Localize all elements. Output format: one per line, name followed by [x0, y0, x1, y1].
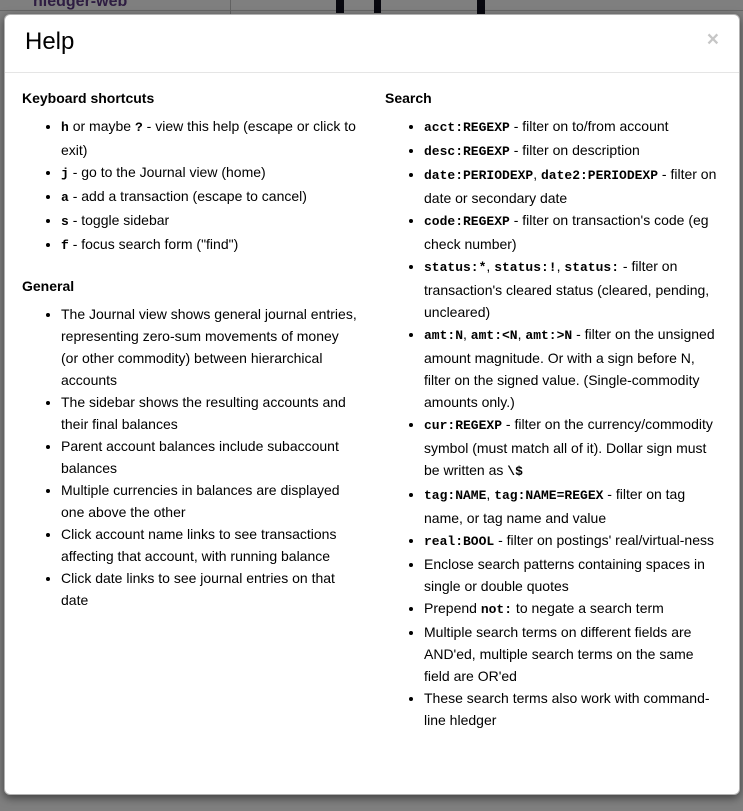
code-term: code:REGEXP [424, 214, 510, 229]
code-term: tag:NAME [424, 488, 487, 503]
right-column [372, 90, 722, 731]
general-list [22, 303, 358, 611]
code-term: ? [134, 120, 143, 135]
keyboard-shortcuts-list [22, 115, 358, 257]
list-item: • Multiple currencies in balances are displayed one above the other [61, 479, 358, 523]
code-term: amt:>N [525, 328, 573, 343]
code-term: status: [564, 260, 620, 275]
list-item: • amt:N, amt:<N, amt:>N - filter on the unsigned amount magnitude. Or with a sign before N, filter on the signed value. (Single-commodity amounts only.) [424, 323, 722, 413]
code-term: date2:PERIODEXP [541, 168, 659, 183]
list-item: • Multiple search terms on different fields are AND'ed, multiple search terms on the same field are OR'ed [424, 621, 722, 687]
list-item: • Enclose search patterns containing spaces in single or double quotes [424, 553, 722, 597]
code-term: date:PERIODEXP [424, 168, 534, 183]
list-item: • f - focus search form ("find") [61, 233, 358, 257]
code-term: amt:<N [470, 328, 518, 343]
code-term: f [61, 238, 69, 253]
list-item: • cur:REGEXP - filter on the currency/commodity symbol (must match all of it). Dollar sign must be written as \$ [424, 413, 722, 483]
section-search [385, 90, 722, 731]
code-term: real:BOOL [424, 534, 495, 549]
list-item: • Click date links to see journal entries on that date [61, 567, 358, 611]
list-item: • Parent account balances include subaccount balances [61, 435, 358, 479]
list-item: • code:REGEXP - filter on transaction's code (eg check number) [424, 209, 722, 255]
list-item: • date:PERIODEXP, date2:PERIODEXP - filter on date or secondary date [424, 163, 722, 209]
list-item: • j - go to the Journal view (home) [61, 161, 358, 185]
code-term: acct:REGEXP [424, 120, 510, 135]
help-modal [4, 14, 740, 795]
list-item: • Click account name links to see transactions affecting that account, with running balance [61, 523, 358, 567]
code-term: cur:REGEXP [424, 418, 503, 433]
close-icon[interactable]: × [706, 28, 719, 51]
list-item: • a - add a transaction (escape to cancel) [61, 185, 358, 209]
section-general [22, 278, 358, 611]
list-item: • The sidebar shows the resulting accounts and their final balances [61, 391, 358, 435]
code-term: tag:NAME=REGEX [494, 488, 604, 503]
modal-body [5, 73, 739, 751]
code-term: \$ [507, 464, 523, 479]
list-item: • Prepend not: to negate a search term [424, 597, 722, 621]
list-item: • The Journal view shows general journal entries, representing zero-sum movements of money (or other commodity) between hierarchical accounts [61, 303, 358, 391]
list-item: • status:*, status:!, status: - filter on transaction's cleared status (cleared, pending, uncleared) [424, 255, 722, 323]
code-term: not: [480, 602, 513, 617]
modal-title: Help [25, 28, 75, 55]
modal-header [5, 15, 739, 73]
code-term: desc:REGEXP [424, 144, 510, 159]
section-heading: Keyboard shortcuts [22, 90, 155, 106]
list-item: • desc:REGEXP - filter on description [424, 139, 722, 163]
left-column [22, 90, 372, 731]
code-term: status:! [494, 260, 557, 275]
search-list [385, 115, 722, 731]
code-term: amt:N [424, 328, 464, 343]
code-term: s [61, 214, 69, 229]
section-keyboard-shortcuts [22, 90, 358, 257]
code-term: j [61, 166, 69, 181]
list-item: • s - toggle sidebar [61, 209, 358, 233]
list-item: • tag:NAME, tag:NAME=REGEX - filter on tag name, or tag name and value [424, 483, 722, 529]
section-heading: General [22, 278, 75, 294]
list-item: • real:BOOL - filter on postings' real/virtual-ness [424, 529, 722, 553]
code-term: a [61, 190, 69, 205]
code-term: status:* [424, 260, 487, 275]
list-item: • These search terms also work with command-line hledger [424, 687, 722, 731]
list-item: • acct:REGEXP - filter on to/from account [424, 115, 722, 139]
section-heading: Search [385, 90, 432, 106]
list-item: • h or maybe ? - view this help (escape or click to exit) [61, 115, 358, 161]
code-term: h [61, 120, 69, 135]
